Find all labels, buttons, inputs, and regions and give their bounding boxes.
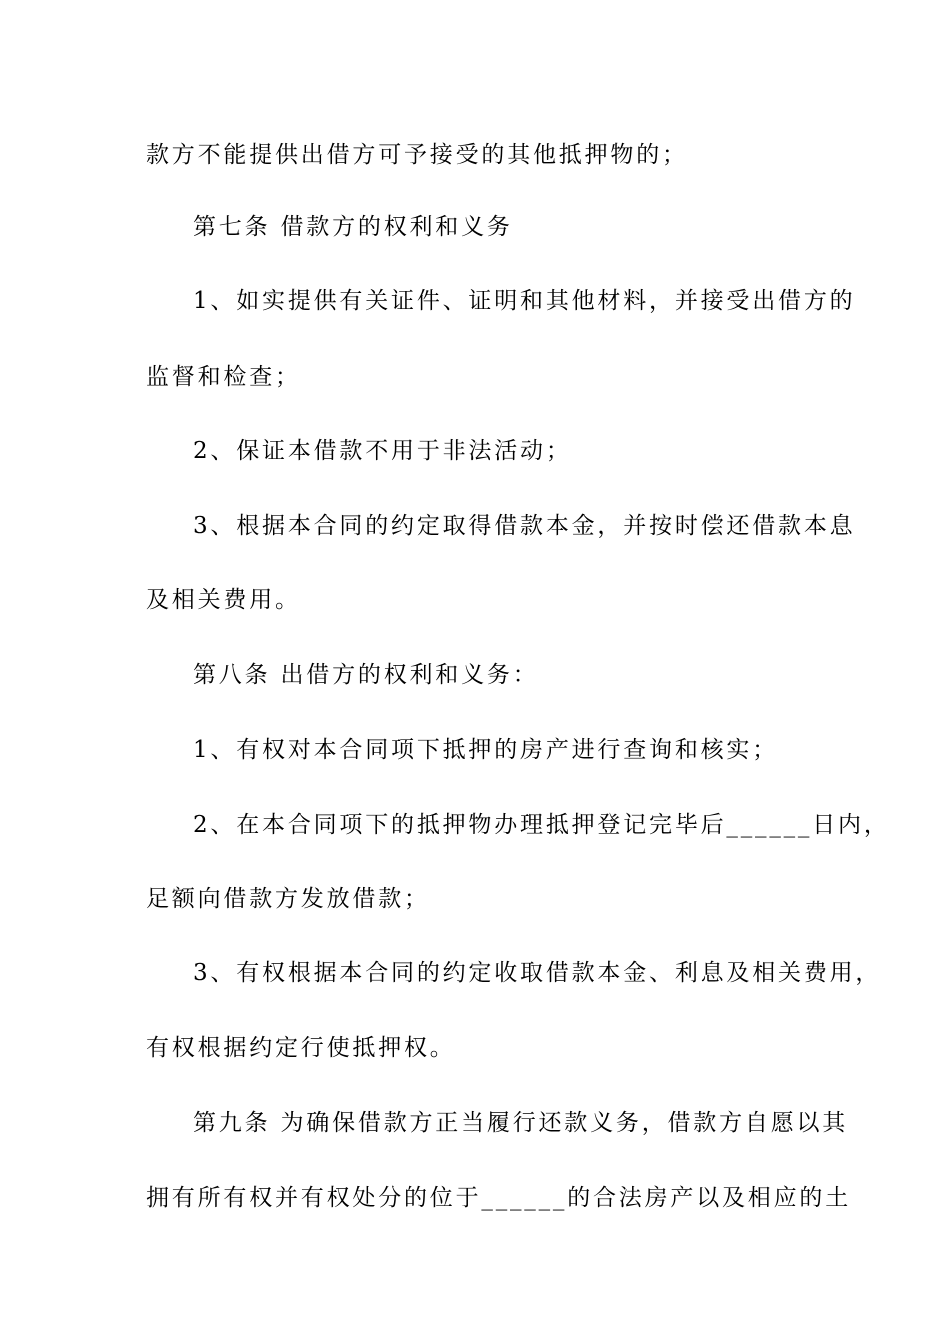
paragraph-line: 足额向借款方发放借款； [146,886,430,912]
paragraph-line: 3、有权根据本合同的约定收取借款本金、利息及相关费用， [193,960,882,986]
paragraph-line: 2、在本合同项下的抵押物办理抵押登记完毕后______日内， [193,812,890,838]
article-heading: 第九条 为确保借款方正当履行还款义务，借款方自愿以其 [193,1110,849,1136]
paragraph-line: 2、保证本借款不用于非法活动； [193,438,572,464]
paragraph-line: 3、根据本合同的约定取得借款本金，并按时偿还借款本息 [193,513,856,539]
article-heading: 第七条 借款方的权利和义务 [193,214,513,240]
paragraph-line: 款方不能提供出借方可予接受的其他抵押物的； [146,142,688,168]
article-heading: 第八条 出借方的权利和义务： [193,662,539,688]
paragraph-line: 有权根据约定行使抵押权。 [146,1035,456,1061]
paragraph-line: 监督和检查； [146,364,301,390]
paragraph-line: 拥有所有权并有权处分的位于______的合法房产以及相应的土 [146,1185,851,1211]
paragraph-line: 1、有权对本合同项下抵押的房产进行查询和核实； [193,737,779,763]
paragraph-line: 1、如实提供有关证件、证明和其他材料，并接受出借方的 [193,288,856,314]
paragraph-line: 及相关费用。 [146,587,301,613]
